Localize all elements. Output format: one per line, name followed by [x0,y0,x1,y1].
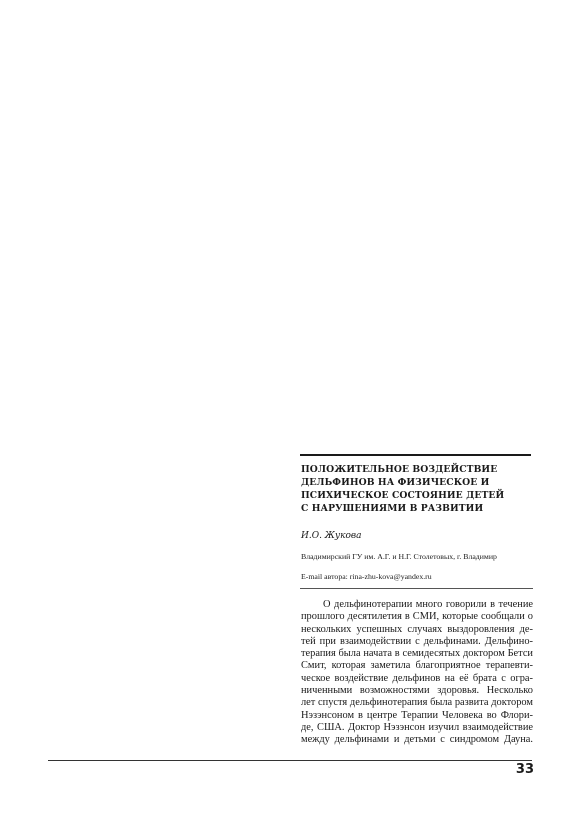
body-line: нескольких успешных случаях выздоровления де- [301,623,533,635]
body-line: ческое воздействие дельфинов на её брата с огра- [301,672,533,684]
page-number: 33 [515,762,534,777]
footer-rule [48,760,532,761]
author-affiliation: Владимирский ГУ им. А.Г. и Н.Г. Столетовых, г. Владимир [301,552,497,561]
body-line: ниченными возможностями здоровья. Несколько [301,685,533,697]
title-top-rule [300,454,531,456]
body-line: О дельфинотерапии много говорили в течение [323,599,533,610]
body-line: прошлого десятилетия в СМИ, которые сообщали о [301,611,533,623]
title-line: ДЕЛЬФИНОВ НА ФИЗИЧЕСКОЕ И [301,477,490,488]
title-line: ПСИХИЧЕСКОЕ СОСТОЯНИЕ ДЕТЕЙ [301,490,505,501]
author-email: E-mail автора: rina-zhu-kova@yandex.ru [301,572,432,581]
article-title [301,463,533,515]
title-line: ПОЛОЖИТЕЛЬНОЕ ВОЗДЕЙСТВИЕ [301,464,498,475]
author-name: И.О. Жукова [301,531,362,541]
body-line: тей при взаимодействии с дельфинами. Дельфино- [301,635,533,647]
article-body [301,599,533,747]
body-line: терапия была начата в семидесятых доктором Бетси [301,648,533,660]
body-line: между дельфинами и детьми с синдромом Дауна. [301,734,533,746]
title-line: С НАРУШЕНИЯМИ В РАЗВИТИИ [301,503,484,514]
body-line: лет спустя дельфинотерапия была развита доктором [301,697,533,709]
body-line: Нэзэнсоном в центре Терапии Человека во Флори- [301,709,533,721]
body-line: де, США. Доктор Нэзэнсон изучил взаимодействие [301,721,533,733]
header-divider [300,588,533,589]
body-line: Смит, которая заметила благоприятное терапевти- [301,660,533,672]
